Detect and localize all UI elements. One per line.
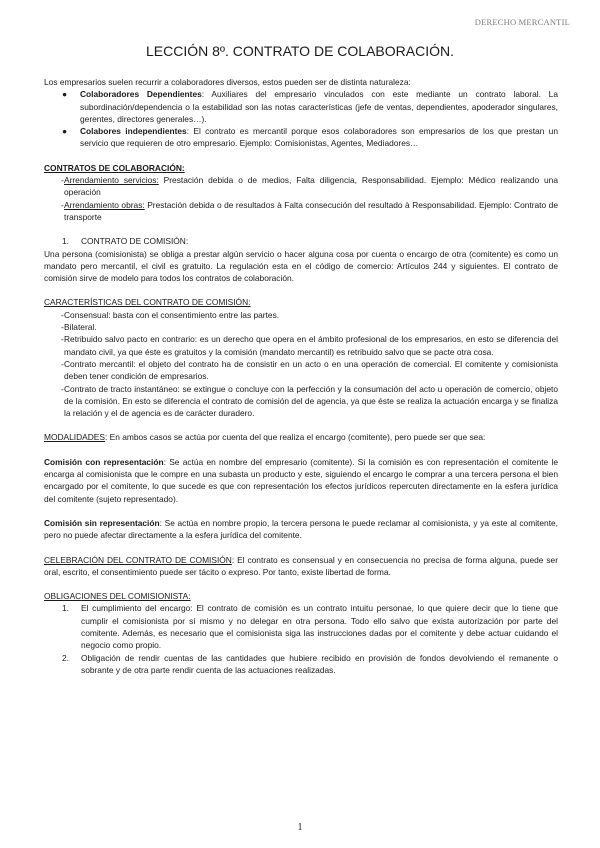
list-item: 1. El cumplimiento del encargo: El contrato de comisión es un contrato intuitu personae, lo que quiere decir que lo tiene que cumplir el comisionista por sí mismo y no delegar en otra persona. Todo ello salvo que exista autorización por parte del comitente. Además, es necesario que el comisionista siga las instrucciones dadas por el comitente y debe actuar cuidando el negocio como propio. — [62, 603, 558, 651]
colaboradores-list — [44, 88, 558, 149]
dash-icon: - — [61, 175, 64, 186]
list-item: ● Colabores independientes: El contrato es mercantil porque esos colaboradores son empresarios de los que prestan un servicio que requieren de otro empresario. Ejemplo: Comisionistas, Agentes, Mediadores… — [62, 126, 558, 149]
dash-icon: - — [61, 199, 64, 210]
comision-paragraph: Una persona (comisionista) se obliga a prestar algún servicio o hacer alguna cosa por cuenta o encargo de otra (comitente) es como un mandato pero mercantil, el civil es gratuito. La regulación esta en el código de comercio: Artículos 244 y siguientes. El contrato de comisión sirve de modelo para todos los contratos de colaboración. — [44, 248, 558, 284]
page-number: 1 — [297, 822, 303, 833]
section-heading-contratos: CONTRATOS DE COLABORACIÓN: — [44, 162, 185, 173]
list-item: 2. Obligación de rendir cuentas de las cantidades que hubiere recibido en provisión de fondos devolviendo el remanente o sobrante y de otra parte rendir cuenta de las actuaciones realizadas. — [62, 652, 558, 675]
dash-icon: - — [61, 358, 64, 369]
intro-paragraph: Los empresarios suelen recurrir a colaboradores diversos, estos pueden ser de distinta naturaleza: — [44, 77, 411, 87]
page-title: LECCIÓN 8º. CONTRATO DE COLABORACIÓN. — [146, 43, 454, 59]
running-header: DERECHO MERCANTIL — [474, 17, 570, 27]
list-item: - Contrato de tracto instantáneo: se extingue o concluye con la perfección y la consumación del acto u operación de comercio, objeto de la comisión. En esto se diferencia el contrato de comisión del de agencia, ya que éste se realiza la actuación encarga y se finaliza la relación y el de agencia es de carácter duradero. — [61, 383, 558, 419]
dash-icon: - — [61, 334, 64, 345]
comision-con-representacion: Comisión con representación: Se actúa en nombre del empresario (comitente). Si la comisión es con representación el comitente le encarga al comisionista que le compre en una subasta un producto y este, siguiendo el encargo le comprar a una tercera persona el bien encargado por el comitente, lo que sucede es que con representación los efectos jurídicos repercuten directamente en la esfera jurídica del comitente (sujeto representado). — [44, 456, 559, 504]
comision-sin-representacion: Comisión sin representación: Se actúa en nombre propio, la tercera persona le puede reclamar al comisionista, y ya este al comitente, pero no puede afectar directamente a la esfera jurídica del comitente. — [44, 517, 559, 541]
caracteristicas-list — [44, 309, 558, 420]
dash-icon: - — [61, 383, 64, 394]
celebracion-paragraph: CELEBRACIÓN DEL CONTRATO DE COMISIÓN: El contrato es consensual y en consecuencia no precisa de forma alguna, puede ser oral, escrito, el consentimiento puede ser tácito o expreso. Por tanto, existe libertad de forma. — [44, 554, 558, 577]
contratos-list — [44, 174, 558, 223]
obligaciones-list — [44, 602, 558, 676]
document-body — [44, 76, 558, 676]
dash-icon: - — [61, 309, 64, 320]
bullet-icon: ● — [62, 89, 68, 100]
section-heading-caracteristicas: CARACTERÍSTICAS DEL CONTRATO DE COMISIÓN: — [44, 297, 251, 308]
list-item: - Contrato mercantil: el objeto del contrato ha de consistir en un acto o en una operación de comercial. El comitente y comisionista deben tener condición de empresarios. — [61, 358, 558, 382]
comision-heading-list — [44, 235, 558, 247]
list-item: - Consensual: basta con el consentimiento entre las partes. — [61, 309, 280, 320]
list-item: - Arrendamiento servicios: Prestación debida o de medios, Falta diligencia, Responsabilidad. Ejemplo: Médico realizando una operación — [61, 175, 558, 198]
list-item: - Arrendamiento obras: Prestación debida o de resultados à Falta consecución del resultado à Responsabilidad. Ejemplo: Contrato de transporte — [61, 199, 558, 222]
dash-icon: - — [61, 322, 64, 333]
bullet-icon: ● — [62, 126, 68, 137]
list-item: - Retribuido salvo pacto en contrario: es un derecho que opera en el ámbito profesional de los empresarios, en esto se diferencia del mandato civil, ya que éste es gratuitos y la comisión (mandato mercantil) es retribuido salvo que se pacte otra cosa. — [61, 334, 558, 357]
modalidades-paragraph: MODALIDADES: En ambos casos se actúa por cuenta del que realiza el encargo (comitente), pero puede ser que sea: — [44, 432, 486, 443]
section-heading-obligaciones: OBLIGACIONES DEL COMISIONISTA: — [44, 591, 191, 602]
list-item: - Bilateral. — [61, 322, 97, 333]
section-heading-comision: 1. CONTRATO DE COMISIÓN: — [62, 236, 189, 247]
list-item: ● Colaboradores Dependientes: Auxiliares del empresario vinculados con este mediante un contrato laboral. La subordinación/dependencia o la estabilidad son las notas características (jefe de ventas, dependientes, apoderador singulares, gerentes, directores generales…). — [62, 89, 558, 124]
